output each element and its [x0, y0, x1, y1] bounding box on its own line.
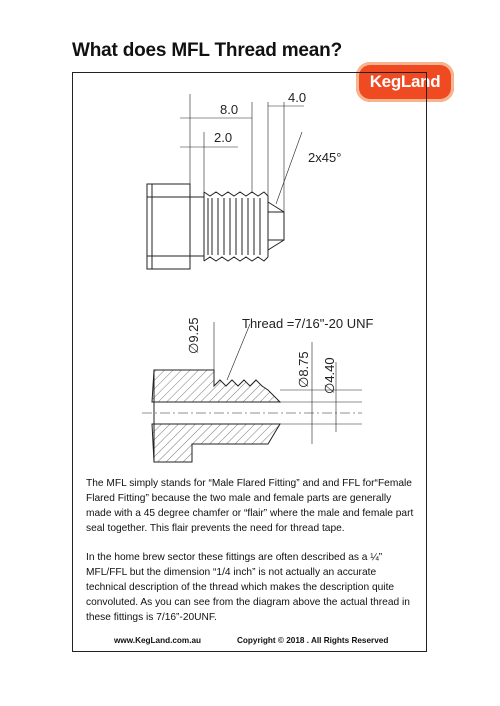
dia-major-label: ∅9.25: [186, 317, 201, 354]
page-title: What does MFL Thread mean?: [72, 40, 342, 61]
footer-website: www.KegLand.com.au: [114, 636, 202, 645]
thread-callout-label: Thread =7/16"-20 UNF: [242, 316, 374, 331]
description-text: [86, 476, 418, 639]
paragraph-thread-explanation: In the home brew sector these fittings are often described as a ¼” MFL/FFL but the dimension “1/4 inch” is not actually an accurate technical description of the thread which makes the description quite convoluted. As you can see from the diagram above the actual thread in these fittings is 7/16”-20UNF.: [86, 552, 410, 623]
paragraph-mfl-definition: The MFL simply stands for “Male Flared Fitting” and and FFL for“Female Flared Fitting” because the two male and female parts are generally made with a 45 degree chamfer or “flair” where the male and female part seal together. This flair prevents the need for thread tape.: [86, 478, 414, 534]
technical-drawing: [72, 72, 427, 472]
dia-bore-label: ∅4.40: [322, 357, 337, 394]
dim-head-label: 2.0: [214, 130, 233, 145]
fitting-side-view: [147, 94, 304, 269]
dim-chamfer-label: 4.0: [288, 90, 307, 105]
dim-overall-label: 8.0: [220, 102, 239, 117]
footer-copyright: Copyright © 2018 . All Rights Reserved: [237, 636, 389, 645]
chamfer-note-label: 2x45°: [308, 150, 342, 165]
dia-mid-label: ∅8.75: [296, 351, 311, 388]
logo-text: KegLand: [369, 72, 441, 91]
